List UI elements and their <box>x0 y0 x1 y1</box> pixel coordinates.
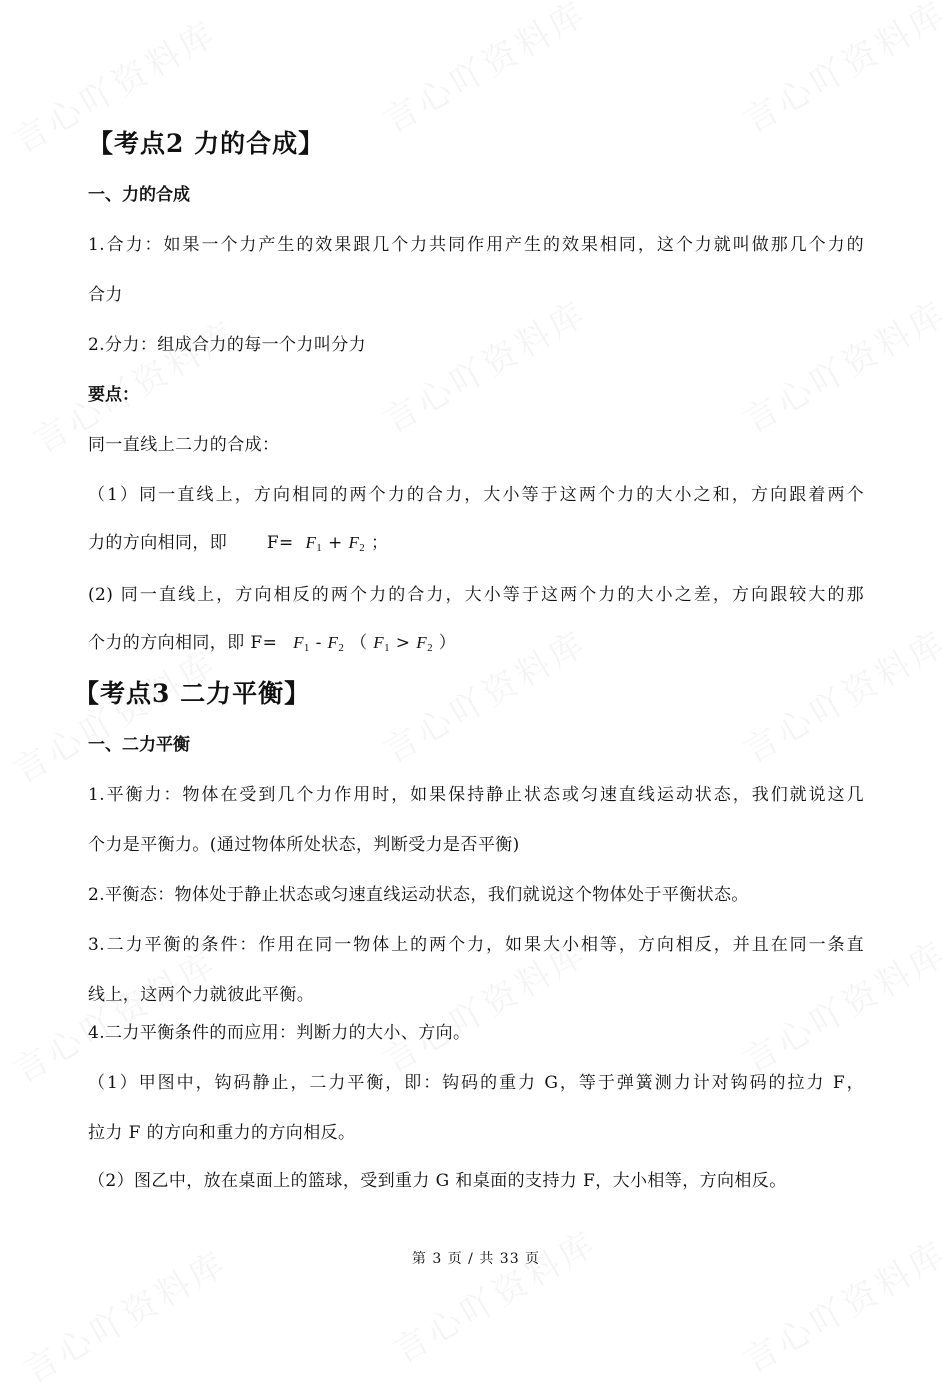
paragraph: 同一直线上二力的合成： <box>88 435 280 455</box>
paragraph: (2) 同一直线上，方向相反的两个力的合力，大小等于这两个力的大小之差，方向跟较大的那 <box>88 585 864 605</box>
formula-f2: $F_2$ <box>416 633 433 654</box>
paragraph: 1.合力：如果一个力产生的效果跟几个力共同作用产生的效果相同，这个力就叫做那几个力的 <box>88 235 864 255</box>
paragraph: 拉力 F 的方向和重力的方向相反。 <box>88 1123 356 1143</box>
formula-line-difference <box>88 628 456 654</box>
paragraph: 1.平衡力：物体在受到几个力作用时，如果保持静止状态或匀速直线运动状态，我们就说这几 <box>88 785 864 805</box>
watermark <box>373 0 595 143</box>
paragraph: （1）甲图中，钩码静止，二力平衡，即：钩码的重力 G，等于弹簧测力计对钩码的拉力 F， <box>88 1073 864 1093</box>
page-footer: 第 3 页 / 共 33 页 <box>411 1251 541 1267</box>
paragraph: 4.二力平衡条件的而应用：判断力的大小、方向。 <box>88 1023 471 1043</box>
paragraph: （2）图乙中，放在桌面上的篮球，受到重力 G 和桌面的支持力 F，大小相等，方向相反。 <box>88 1171 787 1191</box>
section2-subheading: 一、力的合成 <box>88 185 190 205</box>
watermark <box>733 0 952 143</box>
formula-line-sum <box>88 528 388 554</box>
formula-f2: $F_2$ <box>327 633 345 654</box>
watermark <box>373 286 595 442</box>
minus-sign: - <box>315 633 322 653</box>
watermark <box>733 286 952 442</box>
paragraph: 个力是平衡力。(通过物体所处状态，判断受力是否平衡) <box>88 835 520 855</box>
paragraph-text: 个力的方向相同，即 F= <box>88 633 278 653</box>
formula-f2: $F_2$ <box>348 533 366 554</box>
formula-f-equals: F= <box>266 533 294 553</box>
section2-title: 【考点2 力的合成】 <box>88 129 325 158</box>
plus-sign: + <box>328 533 343 553</box>
section3-title: 【考点3 二力平衡】 <box>74 679 311 708</box>
formula-f1: $F_1$ <box>293 633 310 654</box>
watermark <box>733 616 952 772</box>
key-points-heading: 要点： <box>88 385 139 405</box>
paragraph: 线上，这两个力就彼此平衡。 <box>88 985 315 1005</box>
paragraph: 合力 <box>88 285 123 305</box>
open-paren: （ <box>350 633 368 653</box>
section3-subheading: 一、二力平衡 <box>88 735 190 755</box>
paragraph: （1）同一直线上，方向相同的两个力的合力，大小等于这两个力的大小之和，方向跟着两个 <box>88 485 864 505</box>
formula-f1: $F_1$ <box>373 633 390 654</box>
paragraph: 3.二力平衡的条件：作用在同一物体上的两个力，如果大小相等，方向相反，并且在同一条直 <box>88 935 864 955</box>
paragraph: 2.平衡态：物体处于静止状态或匀速直线运动状态，我们就说这个物体处于平衡状态。 <box>88 885 749 905</box>
semicolon: ； <box>370 533 389 553</box>
formula-f1: $F_1$ <box>305 533 323 554</box>
close-paren: ） <box>438 633 457 653</box>
watermark <box>3 636 225 792</box>
paragraph-text: 力的方向相同，即 <box>88 533 228 553</box>
greater-than-sign: > <box>395 633 411 653</box>
paragraph: 2.分力：组成合力的每一个力叫分力 <box>88 335 367 355</box>
watermark <box>383 1216 605 1372</box>
